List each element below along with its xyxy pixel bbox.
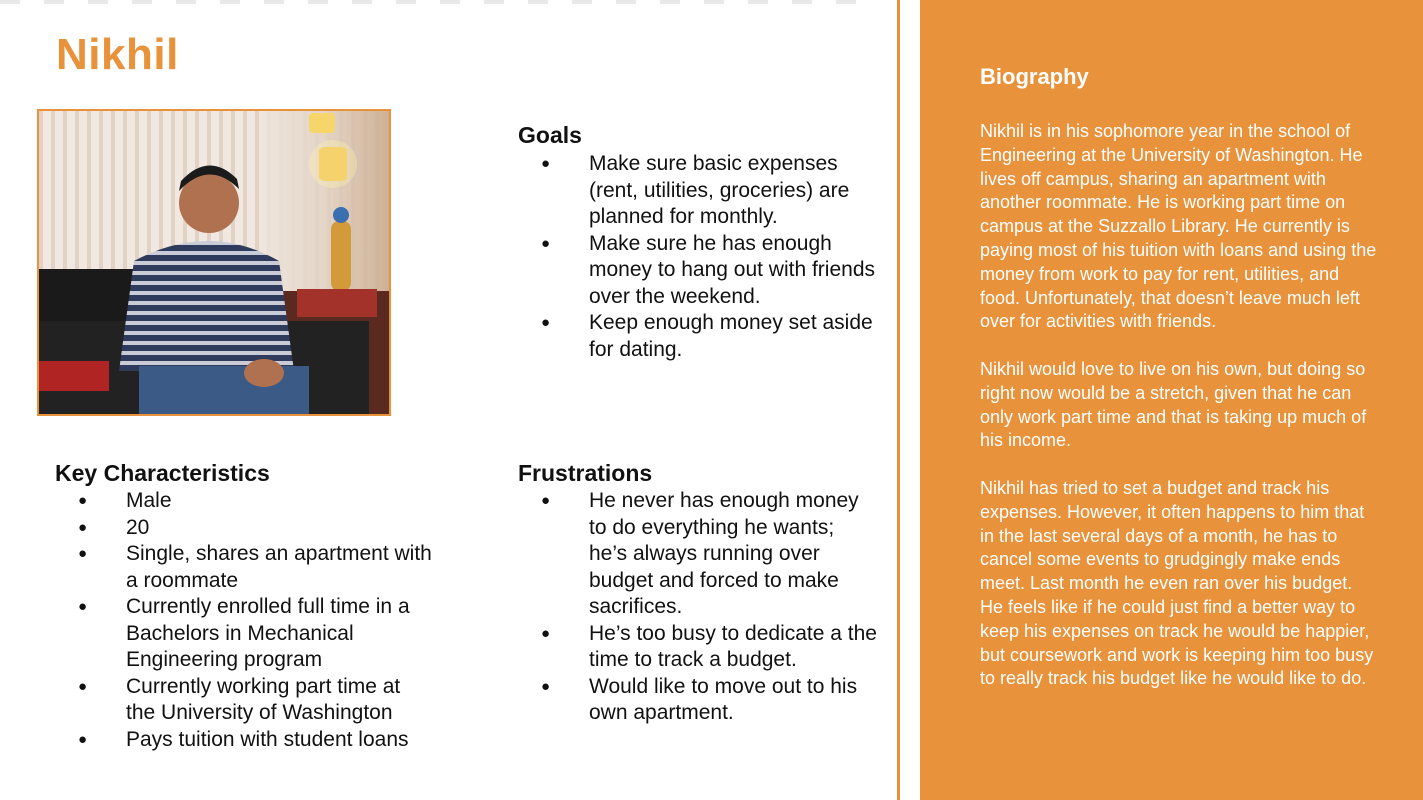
characteristic-item: ● 20 — [55, 515, 435, 542]
characteristic-item: ● Currently enrolled full time in a Bachelors in Mechanical Engineering program — [55, 594, 435, 674]
frustrations-list — [518, 488, 878, 727]
top-decorative-dashes — [0, 0, 880, 4]
persona-name: Nikhil — [56, 30, 179, 79]
biography-panel — [920, 0, 1423, 800]
characteristic-item: ● Pays tuition with student loans — [55, 727, 435, 754]
frustrations-heading: Frustrations — [518, 460, 653, 486]
biography-text — [980, 120, 1380, 715]
persona-photo — [37, 109, 391, 416]
biography-heading: Biography — [980, 64, 1089, 89]
goals-list — [518, 151, 878, 363]
key-characteristics-list — [55, 488, 435, 753]
frustration-item: ● He’s too busy to dedicate a the time to track a budget. — [518, 621, 878, 674]
frustration-item: ● He never has enough money to do everything he wants; he’s always running over budget and forced to make sacrifices. — [518, 488, 878, 621]
goal-item: ● Make sure he has enough money to hang out with friends over the weekend. — [518, 231, 878, 311]
biography-paragraph: Nikhil is in his sophomore year in the school of Engineering at the University of Washington. He lives off campus, sharing an apartment with another roommate. He is working part time on campus at the Suzzallo Library. He currently is paying most of his tuition with loans and using the money from work to pay for rent, utilities, and food. Unfortunately, that doesn’t leave much left over for activities with friends. — [980, 121, 1377, 332]
vertical-divider — [897, 0, 900, 800]
characteristic-item: ● Single, shares an apartment with a roommate — [55, 541, 435, 594]
characteristic-item: ● Male — [55, 488, 435, 515]
goal-item: ● Make sure basic expenses (rent, utilities, groceries) are planned for monthly. — [518, 151, 878, 231]
frustration-item: ● Would like to move out to his own apartment. — [518, 674, 878, 727]
biography-paragraph: Nikhil would love to live on his own, but doing so right now would be a stretch, given that he can only work part time and that is taking up much of his income. — [980, 358, 1367, 451]
goal-item: ● Keep enough money set aside for dating. — [518, 310, 878, 363]
biography-paragraph: Nikhil has tried to set a budget and track his expenses. However, it often happens to him that in the last several days of a month, he has to cancel some events to grudgingly make ends meet. Last month he even ran over his budget. He feels like if he could just find a better way to keep his expenses on track he would be happier, but coursework and work is keeping him too busy to really track his budget like he would like to do. — [980, 477, 1374, 689]
characteristic-item: ● Currently working part time at the University of Washington — [55, 674, 435, 727]
goals-heading: Goals — [518, 122, 582, 148]
key-characteristics-heading: Key Characteristics — [55, 460, 270, 486]
